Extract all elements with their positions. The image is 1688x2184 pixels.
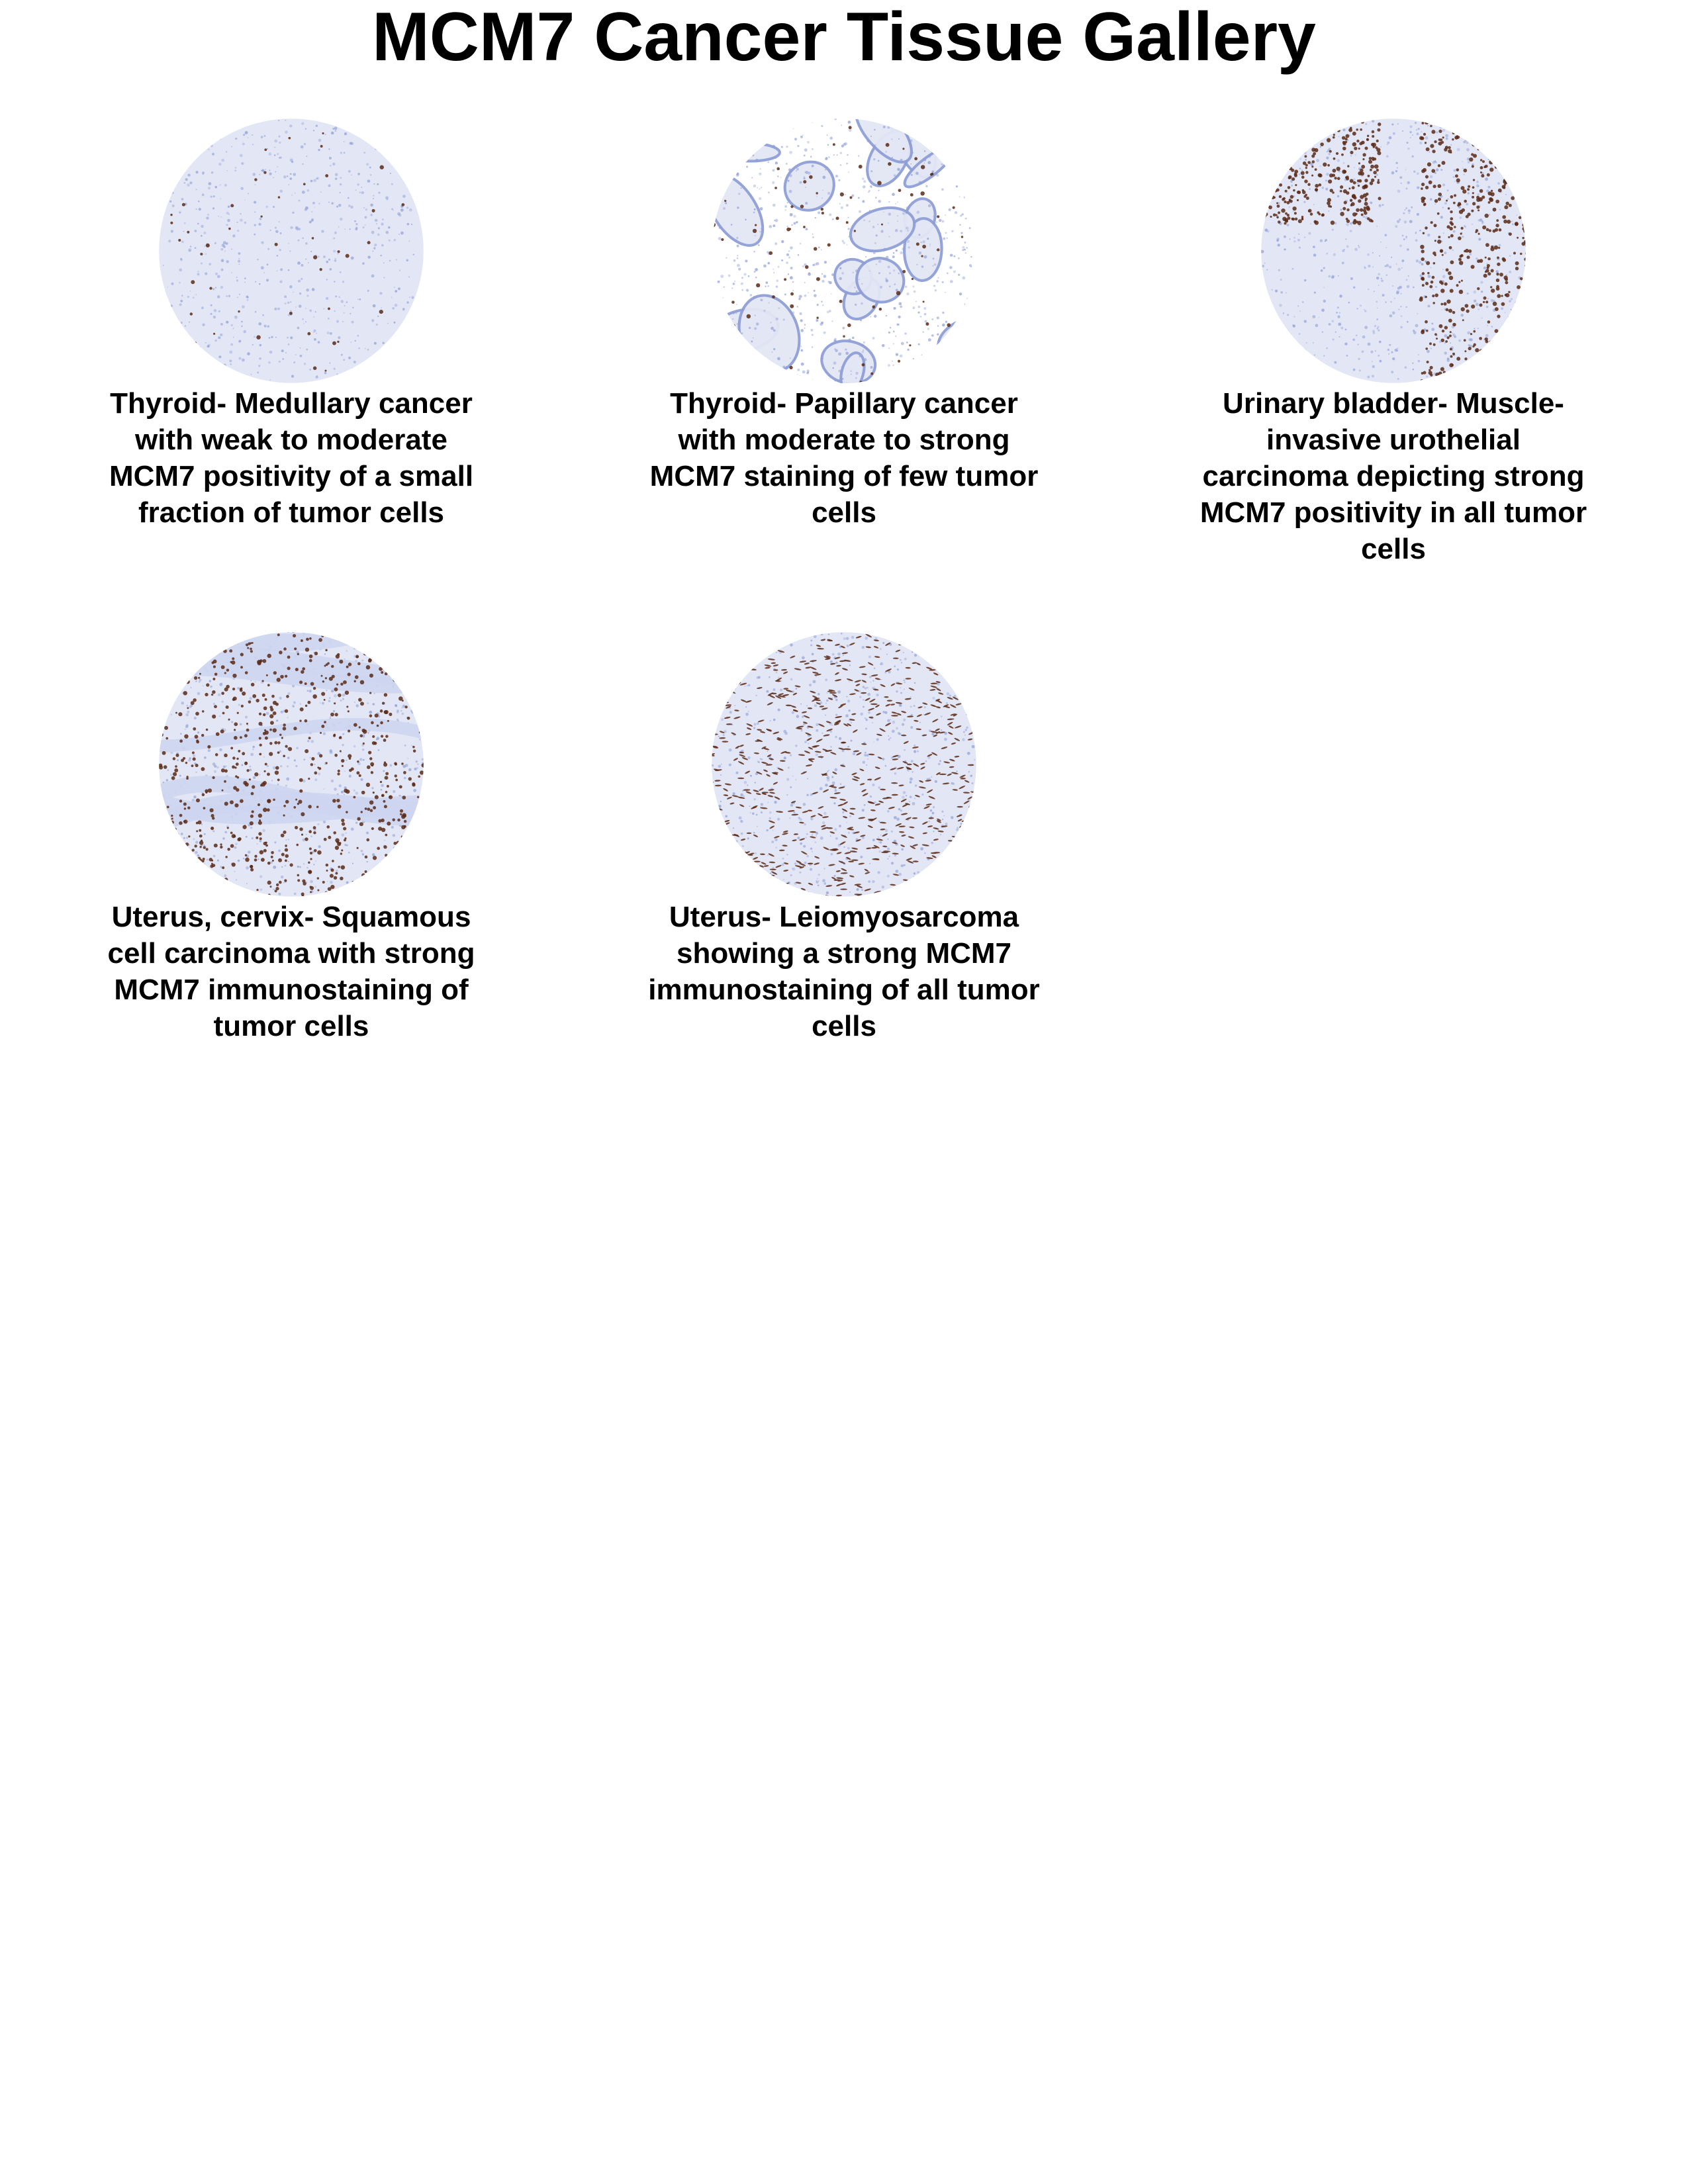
tissue-core-thyroid-papillary-icon: [708, 115, 980, 387]
gallery-caption: Uterus, cervix- Squamous cell carcinoma with strong MCM7 immunostaining of tumor cells: [107, 901, 475, 1042]
gallery-caption: Thyroid- Medullary cancer with weak to moderate MCM7 positivity of a small fraction of tumor cells: [109, 387, 474, 529]
tissue-core-thyroid-medullary-icon: [156, 115, 427, 387]
tissue-core-cervix-squamous-icon: [156, 629, 427, 900]
tissue-core-image: [708, 115, 980, 387]
tissue-core-leiomyosarcoma-icon: [708, 629, 980, 900]
page-title: MCM7 Cancer Tissue Gallery: [372, 0, 1316, 75]
tissue-core-image: [708, 629, 980, 900]
tissue-core-urinary-bladder-icon: [1258, 115, 1529, 387]
gallery-caption: Thyroid- Papillary cancer with moderate to strong MCM7 staining of few tumor cells: [649, 387, 1039, 529]
gallery-caption: Urinary bladder- Muscle-invasive urothelial carcinoma depicting strong MCM7 positivity in all tumor cells: [1199, 387, 1587, 565]
tissue-core-image: [156, 115, 427, 387]
gallery-caption: Uterus- Leiomyosarcoma showing a strong MCM7 immunostaining of all tumor cells: [648, 901, 1040, 1042]
tissue-core-image: [156, 629, 427, 900]
tissue-core-image: [1258, 115, 1529, 387]
